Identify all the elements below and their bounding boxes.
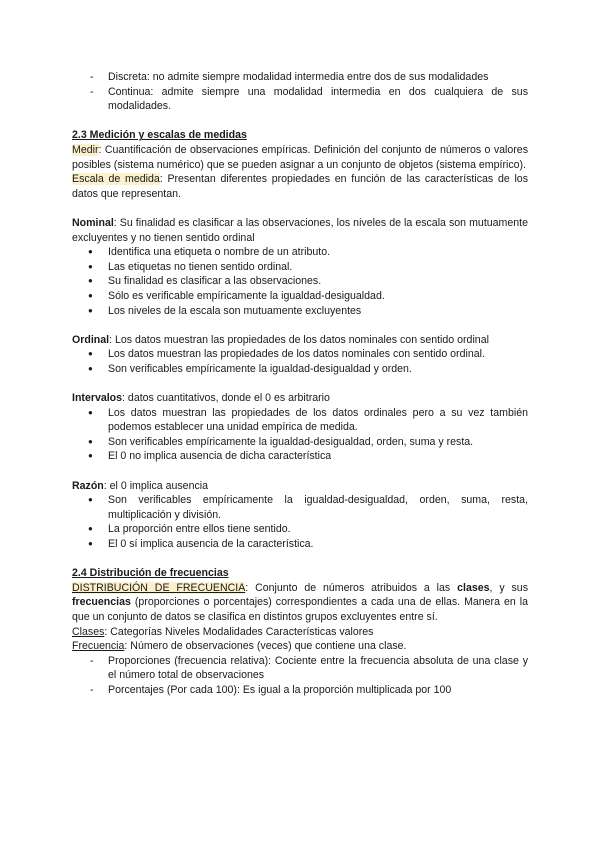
- intro-list: [72, 70, 528, 114]
- list-item: ● Sólo es verificable empíricamente la igualdad-desigualdad.: [72, 289, 528, 304]
- ordinal-list: [72, 347, 528, 376]
- list-item: ● El 0 no implica ausencia de dicha característica: [72, 449, 528, 464]
- clases-term: Clases: [72, 625, 105, 638]
- intervalos-definition: Intervalos: datos cuantitativos, donde el 0 es arbitrario: [72, 392, 330, 405]
- list-item: - Discreta: no admite siempre modalidad intermedia entre dos de sus modalidades: [72, 70, 528, 85]
- list-item: ● Las etiquetas no tienen sentido ordinal.: [72, 260, 528, 275]
- razon-list: [72, 493, 528, 551]
- list-item: ● Los niveles de la escala son mutuamente excluyentes: [72, 304, 528, 319]
- list-item: - Proporciones (frecuencia relativa): Cociente entre la frecuencia absoluta de una clase y el número total de observaciones: [72, 654, 528, 683]
- list-item: ● Identifica una etiqueta o nombre de un atributo.: [72, 245, 528, 260]
- nominal-list: [72, 245, 528, 318]
- nominal-definition: Nominal: Su finalidad es clasificar a las observaciones, los niveles de la escala son mutuamente excluyentes y no tienen sentido ordinal: [72, 216, 528, 244]
- clases-definition: Clases: Categorías Niveles Modalidades Características valores: [72, 625, 374, 638]
- list-item: ● El 0 sí implica ausencia de la característica.: [72, 537, 528, 552]
- list-item: ● Son verificables empíricamente la igualdad-desigualdad, orden, suma y resta.: [72, 435, 528, 450]
- escala-term: Escala de medida: [72, 173, 160, 186]
- nominal-term: Nominal: [72, 216, 114, 229]
- ordinal-term: Ordinal: [72, 333, 110, 346]
- distribucion-definition: DISTRIBUCIÓN DE FRECUENCIA: Conjunto de números atribuidos a las clases, y sus frecuencias (proporciones o porcentajes) correspondientes a cada una de ellas. Manera en la que un conjunto de datos se clasifica en distintos grupos excluyentes entre sí.: [72, 581, 528, 623]
- section-heading-2-4: 2.4 Distribución de frecuencias: [72, 567, 229, 580]
- frecuencia-definition: Frecuencia: Número de observaciones (veces) que contiene una clase.: [72, 640, 407, 653]
- list-item: ● Son verificables empíricamente la igualdad-desigualdad, orden, suma, resta, multiplicación y división.: [72, 493, 528, 522]
- list-item: ● Su finalidad es clasificar a las observaciones.: [72, 274, 528, 289]
- list-item: ● Los datos muestran las propiedades de los datos nominales con sentido ordinal.: [72, 347, 528, 362]
- medir-term: Medir: [72, 143, 99, 156]
- frecuencia-term: Frecuencia: [72, 640, 125, 653]
- razon-term: Razón: [72, 479, 104, 492]
- list-item: ● Son verificables empíricamente la igualdad-desigualdad y orden.: [72, 362, 528, 377]
- distribucion-term: DISTRIBUCIÓN DE FRECUENCIA: [72, 581, 246, 594]
- escala-definition: Escala de medida: Presentan diferentes propiedades en función de las características de los datos que representan.: [72, 173, 528, 200]
- intervalos-term: Intervalos: [72, 392, 123, 405]
- list-item: ● Los datos muestran las propiedades de los datos ordinales pero a su vez también podemos establecer una unidad empírica de medida.: [72, 406, 528, 435]
- razon-definition: Razón: el 0 implica ausencia: [72, 479, 209, 492]
- list-item: - Continua: admite siempre una modalidad intermedia en dos cualquiera de sus modalidades.: [72, 85, 528, 114]
- frecuencia-list: [72, 654, 528, 698]
- intervalos-list: [72, 406, 528, 464]
- ordinal-definition: Ordinal: Los datos muestran las propiedades de los datos nominales con sentido ordinal: [72, 333, 489, 346]
- section-heading-2-3: 2.3 Medición y escalas de medidas: [72, 129, 247, 142]
- list-item: ● La proporción entre ellos tiene sentido.: [72, 522, 528, 537]
- medir-definition: Medir: Cuantificación de observaciones empíricas. Definición del conjunto de números o valores posibles (sistema numérico) que se pueden asignar a un conjunto de objetos (sistema empírico).: [72, 143, 528, 171]
- list-item: - Porcentajes (Por cada 100): Es igual a la proporción multiplicada por 100: [72, 683, 528, 698]
- page-content: [72, 70, 528, 698]
